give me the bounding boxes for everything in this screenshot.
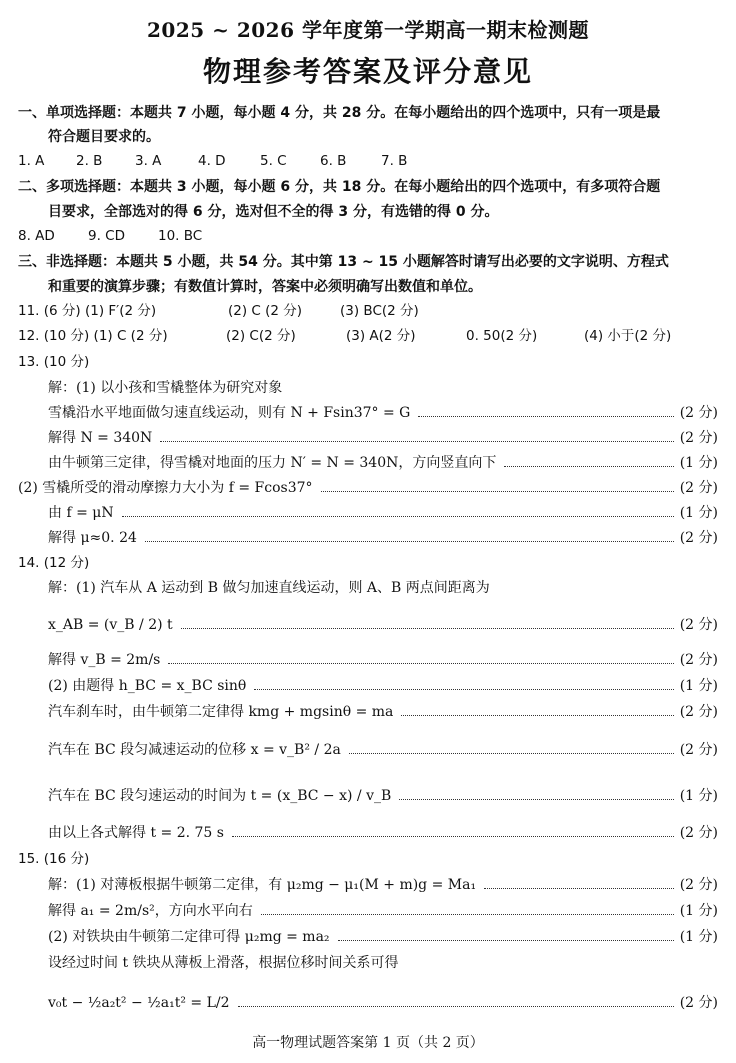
q13-line-5: [18, 479, 718, 497]
q14-heading: 14. (12 分): [18, 555, 90, 571]
q13-line-6: [48, 504, 718, 522]
answer-6: 6. B: [320, 153, 347, 169]
q13-line-4: [48, 454, 718, 472]
score: (1 分): [679, 788, 718, 804]
q14-line-2: [48, 651, 718, 669]
q15-line-1: [48, 876, 718, 894]
answer-8: 8. AD: [18, 228, 55, 244]
q15-line-1-text: 解：(1) 对薄板根据牛顿第二定律，有 μ₂mg − μ₁(M + m)g = Ma₁: [48, 877, 477, 893]
score: (2 分): [679, 405, 718, 421]
score: (1 分): [679, 678, 718, 694]
answer-1: 1. A: [18, 153, 45, 169]
q11-part2: (2) C (2 分): [228, 303, 303, 319]
q15-line-3: [48, 928, 718, 946]
q14-line-1: [48, 616, 718, 634]
q15-line-2-text: 解得 a₁ = 2m/s²，方向水平向右: [48, 903, 253, 919]
score: (2 分): [679, 530, 718, 546]
q14-line-3-text: (2) 由题得 h_BC = x_BC sinθ: [48, 678, 247, 694]
page-footer: 高一物理试题答案第 1 页（共 2 页）: [252, 1035, 484, 1051]
q14-line-7: [48, 824, 718, 842]
answer-3: 3. A: [135, 153, 162, 169]
score: (2 分): [679, 825, 718, 841]
score: (2 分): [679, 430, 718, 446]
q14-line-3: [48, 677, 718, 695]
section2-heading: 二、多项选择题：本题共 3 小题，每小题 6 分，共 18 分。在每小题给出的四个选项中，有多项符合题: [18, 179, 661, 195]
q15-line-5-text: v₀t − ½a₂t² − ½a₁t² = L/2: [48, 995, 230, 1011]
score: (2 分): [679, 704, 718, 720]
q13-line-7-text: 解得 μ≈0. 24: [48, 530, 137, 546]
q14-line-5-text: 汽车在 BC 段匀减速运动的位移 x = v_B² / 2a: [48, 742, 341, 758]
exam-title: 2025 ~ 2026 学年度第一学期高一期末检测题: [147, 18, 589, 42]
q15-line-4: 设经过时间 t 铁块从薄板上滑落，根据位移时间关系可得: [48, 955, 399, 971]
score: (2 分): [679, 617, 718, 633]
q13-line-3: [48, 429, 718, 447]
q14-line-4: [48, 703, 718, 721]
score: (1 分): [679, 455, 718, 471]
q15-line-3-text: (2) 对铁块由牛顿第二定律可得 μ₂mg = ma₂: [48, 929, 330, 945]
q14-line-1-text: x_AB = (v_B / 2) t: [48, 617, 173, 633]
section1-heading-cont: 符合题目要求的。: [48, 129, 160, 145]
score: (2 分): [679, 652, 718, 668]
score: (2 分): [679, 480, 718, 496]
q15-line-2: [48, 902, 718, 920]
answer-9: 9. CD: [88, 228, 125, 244]
q13-line-2-text: 雪橇沿水平地面做匀速直线运动，则有 N + Fsin37° = G: [48, 405, 411, 421]
q13-line-7: [48, 529, 718, 547]
answer-4: 4. D: [198, 153, 226, 169]
q14-line-7-text: 由以上各式解得 t = 2. 75 s: [48, 825, 224, 841]
q12-part3: (3) A(2 分): [346, 328, 416, 344]
q14-intro: 解：(1) 汽车从 A 运动到 B 做匀加速直线运动，则 A、B 两点间距离为: [48, 580, 490, 596]
q12-part2: (2) C(2 分): [226, 328, 296, 344]
q13-line-3-text: 解得 N = 340N: [48, 430, 153, 446]
answer-7: 7. B: [381, 153, 408, 169]
q13-line-5-text: (2) 雪橇所受的滑动摩擦力大小为 f = Fcos37°: [18, 480, 313, 496]
q12-part1: 12. (10 分) (1) C (2 分): [18, 328, 168, 344]
answer-10: 10. BC: [158, 228, 203, 244]
q14-line-2-text: 解得 v_B = 2m/s: [48, 652, 161, 668]
q14-line-6-text: 汽车在 BC 段匀速运动的时间为 t = (x_BC − x) / v_B: [48, 788, 392, 804]
q11-part1: 11. (6 分) (1) F′(2 分): [18, 303, 157, 319]
q15-heading: 15. (16 分): [18, 851, 90, 867]
score: (2 分): [679, 877, 718, 893]
section3-heading-cont: 和重要的演算步骤；有数值计算时，答案中必须明确写出数值和单位。: [48, 279, 482, 295]
q13-line-6-text: 由 f = μN: [48, 505, 114, 521]
q12-part5: (4) 小于(2 分): [584, 328, 672, 344]
q15-line-5: [48, 994, 718, 1012]
section3-heading: 三、非选择题：本题共 5 小题，共 54 分。其中第 13 ~ 15 小题解答时请写出必要的文字说明、方程式: [18, 254, 669, 270]
q13-heading: 13. (10 分): [18, 354, 90, 370]
q13-line-2: [48, 404, 718, 422]
score: (1 分): [679, 929, 718, 945]
q12-part4: 0. 50(2 分): [466, 328, 538, 344]
q13-line-4-text: 由牛顿第三定律，得雪橇对地面的压力 N′ = N = 340N，方向竖直向下: [48, 455, 497, 471]
doc-title: 物理参考答案及评分意见: [202, 55, 533, 88]
score: (1 分): [679, 903, 718, 919]
section2-heading-cont: 目要求，全部选对的得 6 分，选对但不全的得 3 分，有选错的得 0 分。: [48, 204, 499, 220]
q14-line-5: [48, 741, 718, 759]
q14-line-6: [48, 787, 718, 805]
answer-5: 5. C: [260, 153, 287, 169]
section1-heading: 一、单项选择题：本题共 7 小题，每小题 4 分，共 28 分。在每小题给出的四个选项中，只有一项是最: [18, 105, 661, 121]
score: (1 分): [679, 505, 718, 521]
score: (2 分): [679, 995, 718, 1011]
q13-line-1: 解：(1) 以小孩和雪橇整体为研究对象: [48, 380, 283, 396]
q11-part3: (3) BC(2 分): [340, 303, 419, 319]
q14-line-4-text: 汽车刹车时，由牛顿第二定律得 kmg + mgsinθ = ma: [48, 704, 394, 720]
score: (2 分): [679, 742, 718, 758]
answer-2: 2. B: [76, 153, 103, 169]
